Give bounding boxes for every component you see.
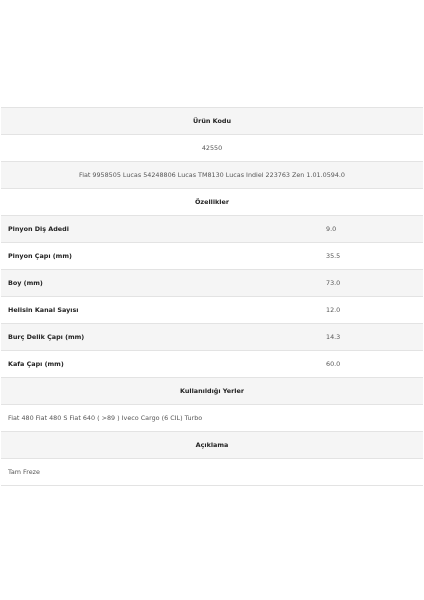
description-row [1, 459, 423, 486]
spec-row [1, 216, 423, 243]
product-spec-table [1, 107, 423, 486]
spec-label: Helisin Kanal Sayısı [8, 306, 79, 314]
product-code-value: 42550 [201, 144, 223, 152]
product-code-value-row [1, 135, 423, 162]
usage-row [1, 405, 423, 432]
spec-label: Kafa Çapı (mm) [8, 360, 64, 368]
usage-text: Fiat 480 Fiat 480 S Fiat 640 ( >89 ) Iveco Cargo (6 CIL) Turbo [8, 414, 203, 422]
spec-row [1, 243, 423, 270]
spec-value: 60.0 [326, 360, 341, 368]
usage-heading-text: Kullanıldığı Yerler [180, 387, 244, 395]
spec-value: 9.0 [326, 225, 337, 233]
spec-value: 73.0 [326, 279, 341, 287]
spec-row [1, 351, 423, 378]
features-heading-text: Özellikler [195, 198, 229, 206]
spec-label: Pinyon Çapı (mm) [8, 252, 72, 260]
description-text: Tam Freze [8, 468, 40, 476]
spec-value: 12.0 [326, 306, 341, 314]
spec-row [1, 297, 423, 324]
usage-heading [1, 378, 423, 405]
spec-value: 35.5 [326, 252, 341, 260]
oem-references-row [1, 162, 423, 189]
spec-value: 14.3 [326, 333, 341, 341]
spec-label: Burç Delik Çapı (mm) [8, 333, 85, 341]
spec-label: Pinyon Diş Adedi [8, 225, 69, 233]
spec-label: Boy (mm) [8, 279, 43, 287]
spec-row [1, 270, 423, 297]
spec-row [1, 324, 423, 351]
description-heading [1, 432, 423, 459]
product-code-heading [1, 108, 423, 135]
product-code-heading-text: Ürün Kodu [192, 117, 232, 125]
oem-references: Fiat 9958505 Lucas 54248806 Lucas TM8130 Lucas Indiel 223763 Zen 1.01.0594.0 [78, 171, 345, 179]
description-heading-text: Açıklama [195, 441, 229, 449]
features-heading [1, 189, 423, 216]
